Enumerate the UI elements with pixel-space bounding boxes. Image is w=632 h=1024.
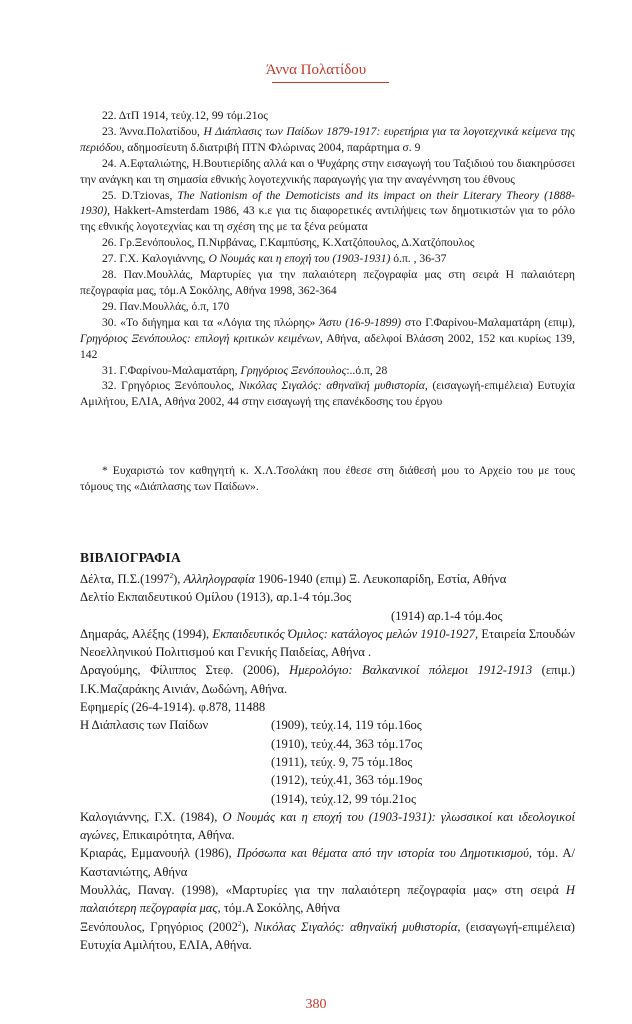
bib-entry-deltio: Δελτίο Εκπαιδευτικού Ομίλου (1913), αρ.1-4 τόμ.3ος (80, 590, 352, 605)
diaplasis-issue: (1911), τεύχ. 9, 75 τόμ.18ος (271, 754, 413, 769)
header-underline (272, 82, 389, 83)
note-27: 27. Γ.Χ. Καλογιάννης, Ο Νουμάς και η εποχή του (1903-1931) ό.π. , 36-37 (102, 252, 447, 266)
diaplasis-issue: (1909), τεύχ.14, 119 τόμ.16ος (271, 718, 422, 733)
note-23: 23. Άννα.Πολατίδου, Η Διάπλασις των Παίδων 1879-1917: ευρετήρια για τα λογοτεχνικά κείμενα της περιόδου, αδημοσίευτη δ.διατριβή ΠΤΝ Φλώρινας 2004, παράρτημα σ. 9 (80, 124, 575, 154)
diaplasis-issue: (1910), τεύχ.44, 363 τόμ.17ος (271, 736, 423, 751)
bib-entry-moullas: Μουλλάς, Παναγ. (1998), «Μαρτυρίες για την παλαιότερη πεζογραφία μας» στη σειρά Η παλαιότερη πεζογραφία μας, τόμ.Α Σοκόλης, Αθήνα (80, 883, 575, 916)
bib-entry-deltio-1914: (1914) αρ.1-4 τόμ.4ος (391, 608, 503, 623)
bibliography-list (80, 570, 575, 954)
diaplasis-label: Η Διάπλασις των Παίδων (80, 718, 209, 733)
bib-entry-xenopoulos: Ξενόπουλος, Γρηγόριος (2002$^2$), Νικόλας Σιγαλός: αθηναϊκή μυθιστορία, (εισαγωγή-επιμέλεια) Ευτυχία Αμιλήτου, ΕΛΙΑ, Αθήνα. (80, 919, 575, 952)
running-header: Άννα Πολατίδου (265, 62, 367, 78)
note-26: 26. Γρ.Ξενόπουλος, Π.Νιρβάνας, Γ.Καμπύσης, Κ.Χατζόπουλος, Δ.Χατζόπουλος (102, 236, 475, 250)
note-31: 31. Γ.Φαρίνου-Μαλαματάρη, Γρηγόριος Ξενόπουλος:..ό.π, 28 (102, 363, 388, 377)
note-29: 29. Παν.Μουλλάς, ό.π, 170 (102, 299, 230, 313)
bibliography-heading: ΒΙΒΛΙΟΓΡΑΦΙΑ (80, 550, 181, 565)
endnotes (80, 108, 575, 410)
note-30: 30. «Το διήγημα και τα «Λόγια της πλώρης» Άστυ (16-9-1899) στο Γ.Φαρίνου-Μαλαματάρη (επιμ), Γρηγόριος Ξενόπουλος: επιλογή κριτικών κειμένων, Αθήνα, αδελφοί Βλάσση 2002, 152 και κυρίως 139, 142 (80, 315, 575, 361)
bib-entry-dragoumis: Δραγούμης, Φίλιππος Στεφ. (2006), Ημερολόγιο: Βαλκανικοί πόλεμοι 1912-1913 (επιμ.) Ι.Κ.Μαζαράκης Αινιάν, Δωδώνη, Αθήνα. (80, 663, 575, 696)
note-32: 32. Γρηγόριος Ξενόπουλος, Νικόλας Σιγαλός: αθηναϊκή μυθιστορία, (εισαγωγή-επιμέλεια) Ευτυχία Αμιλήτου, ΕΛΙΑ, Αθήνα 2002, 44 στην εισαγωγή της επανέκδοσης του έργου (80, 379, 575, 409)
note-28: 28. Παν.Μουλλάς, Μαρτυρίες για την παλαιότερη πεζογραφία μας στη σειρά Η παλαιότερη πεζογραφία μας, τόμ.Α Σοκόλης, Αθήνα 1998, 362-364 (80, 268, 575, 297)
note-22: 22. ΔτΠ 1914, τεύχ.12, 99 τόμ.21ος (102, 109, 268, 122)
diaplasis-issue: (1912), τεύχ.41, 363 τόμ.19ος (271, 773, 423, 788)
bib-entry-efimeris: Εφημερίς (26-4-1914). φ.878, 11488 (80, 700, 266, 715)
bib-entry-kriaras: Κριαράς, Εμμανουήλ (1986), Πρόσωπα και θέματα από την ιστορία του Δημοτικισμού, τόμ. Α/ Καστανιώτης, Αθήνα (80, 846, 575, 879)
bib-entry-kalogiannis: Καλογιάννης, Γ.Χ. (1984), Ο Νουμάς και η εποχή του (1903-1931): γλωσσικοί και ιδεολογικοί αγώνες, Επικαιρότητα, Αθήνα. (80, 809, 575, 843)
acknowledgement: * Ευχαριστώ τον καθηγητή κ. Χ.Λ.Τσολάκη που έθεσε στη διάθεσή μου το Αρχείο του με τους τόμους της «Διάπλασης των Παίδων». (80, 464, 575, 493)
page-number: 380 (305, 997, 327, 1012)
note-25: 25. D.Tziovas, The Nationism of the Demoticists and its impact on their Literary Theory (1888-1930), Hakkert-Amsterdam 1986, 43 κ.ε για τις διαφορετικές αντιλήψεις των δημοτικιστών για το ρόλο της εθνικής λογοτεχνίας και τη σχέση της με τα ξένα ρεύματα (80, 188, 575, 234)
note-24: 24. Α.Εφταλιώτης, Η.Βουτιερίδης αλλά και ο Ψυχάρης στην εισαγωγή του Ταξιδιού του διακηρύσσει την ανάγκη και τη σημασία εθνικής λογοτεχνικής παραγωγής για την αναγέννηση του έθνους (80, 156, 575, 186)
bib-entry-dimaras: Δημαράς, Αλέξης (1994), Εκπαιδευτικός Όμιλος: κατάλογος μελών 1910-1927, Εταιρεία Σπουδών Νεοελληνικού Πολιτισμού και Γενικής Παιδείας, Αθήνα . (80, 626, 575, 660)
bib-entry-diaplasis (80, 716, 575, 807)
bib-entry-delta: Δέλτα, Π.Σ.(1997$^2$), Αλληλογραφία 1906-1940 (επιμ) Ξ. Λευκοπαρίδη, Εστία, Αθήνα (80, 571, 507, 586)
diaplasis-issue: (1914), τεύχ.12, 99 τόμ.21ος (271, 791, 416, 806)
